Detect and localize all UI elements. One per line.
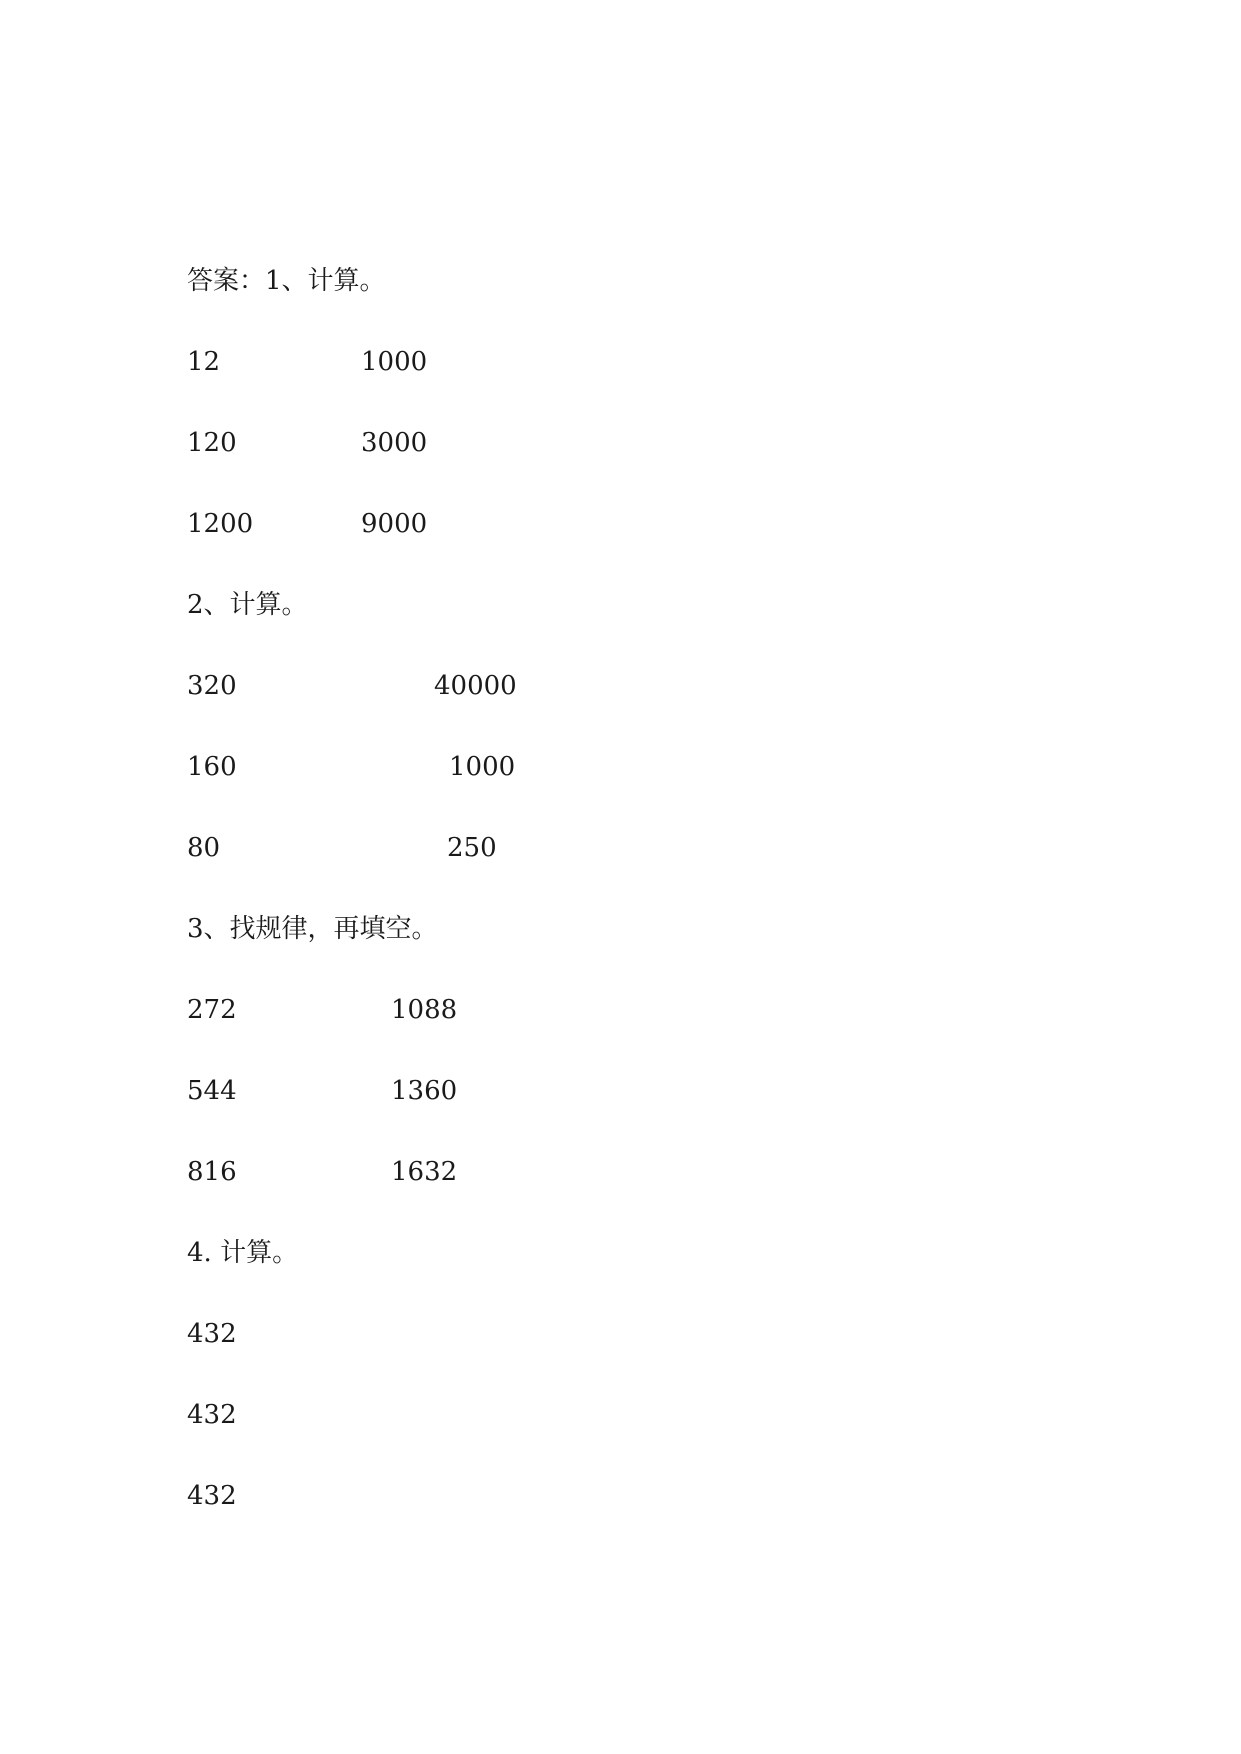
- answer-value: 40000: [434, 671, 517, 701]
- answer-value: 80: [187, 833, 221, 863]
- section-2-heading: 2、计算。: [187, 590, 308, 620]
- answer-value: 1000: [449, 752, 516, 782]
- answer-value: 1200: [187, 509, 254, 539]
- answer-value: 432: [187, 1400, 237, 1430]
- answer-value: 120: [187, 428, 237, 458]
- answer-value: 3000: [361, 428, 428, 458]
- answer-value: 320: [187, 671, 237, 701]
- section-4-heading: 4. 计算。: [187, 1238, 299, 1268]
- answer-value: 272: [187, 995, 237, 1025]
- answer-value: 816: [187, 1157, 237, 1187]
- section-1-heading: 答案：1、计算。: [187, 266, 386, 296]
- answer-value: 1000: [361, 347, 428, 377]
- answer-value: 544: [187, 1076, 237, 1106]
- answer-value: 9000: [361, 509, 428, 539]
- answer-value: 1088: [391, 995, 458, 1025]
- answer-value: 1632: [391, 1157, 458, 1187]
- answer-value: 432: [187, 1481, 237, 1511]
- answer-value: 250: [447, 833, 497, 863]
- answer-value: 160: [187, 752, 237, 782]
- answer-value: 12: [187, 347, 221, 377]
- answer-value: 1360: [391, 1076, 458, 1106]
- answer-value: 432: [187, 1319, 237, 1349]
- section-3-heading: 3、找规律，再填空。: [187, 914, 438, 944]
